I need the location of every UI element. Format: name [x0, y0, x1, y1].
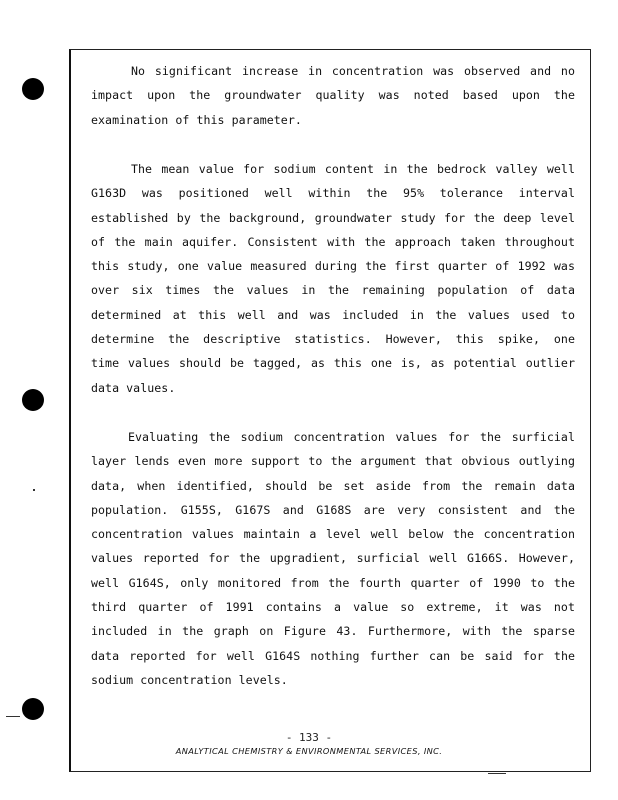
text-line: determine the descriptive statistics. However, this spike, one — [91, 332, 575, 347]
text-line: examination of this parameter. — [91, 112, 302, 127]
text-line: data, when identified, should be set aside from the remain data — [91, 478, 575, 493]
binder-hole-middle — [22, 389, 44, 411]
text-line: The mean value for sodium content in the bedrock valley well — [131, 162, 575, 176]
paragraph-3 — [91, 425, 575, 692]
paragraph-1 — [91, 59, 575, 132]
text-line: time values should be tagged, as this one is, as potential outlier — [91, 356, 575, 371]
scan-speck — [6, 716, 20, 717]
scan-speck — [488, 773, 506, 774]
page-number: - 133 - — [285, 731, 333, 744]
text-line: over six times the values in the remaining population of data — [91, 283, 575, 298]
text-line: third quarter of 1991 contains a value so extreme, it was not — [91, 600, 575, 615]
text-line: included in the graph on Figure 43. Furthermore, with the sparse — [91, 624, 575, 639]
text-line: concentration values maintain a level well below the concentration — [91, 527, 575, 542]
text-line: population. G155S, G167S and G168S are very consistent and the — [91, 502, 575, 517]
text-line: data values. — [91, 380, 176, 395]
text-line: layer lends even more support to the argument that obvious outlying — [91, 454, 575, 469]
text-line: sodium concentration levels. — [91, 672, 288, 687]
text-line: values reported for the upgradient, surficial well G166S. However, — [91, 551, 575, 566]
text-line: impact upon the groundwater quality was noted based upon the — [91, 88, 575, 103]
text-line: well G164S, only monitored from the fourth quarter of 1990 to the — [91, 575, 575, 590]
text-line: determined at this well and was included in the values used to — [91, 307, 575, 322]
text-line: this study, one value measured during the first quarter of 1992 was — [91, 259, 575, 274]
text-line: No significant increase in concentration was observed and no — [131, 64, 575, 78]
binder-hole-top — [22, 78, 44, 100]
text-line: of the main aquifer. Consistent with the approach taken throughout — [91, 234, 575, 249]
text-line: G163D was positioned well within the 95% tolerance interval — [91, 186, 575, 201]
scan-speck — [33, 489, 35, 491]
text-line: established by the background, groundwater study for the deep level — [91, 210, 575, 225]
text-line: data reported for well G164S nothing further can be said for the — [91, 648, 575, 663]
text-line: Evaluating the sodium concentration values for the surficial — [128, 430, 575, 444]
binder-hole-bottom — [22, 698, 44, 720]
company-footer: ANALYTICAL CHEMISTRY & ENVIRONMENTAL SERVICES, INC. — [175, 746, 443, 756]
paragraph-2 — [91, 157, 575, 400]
